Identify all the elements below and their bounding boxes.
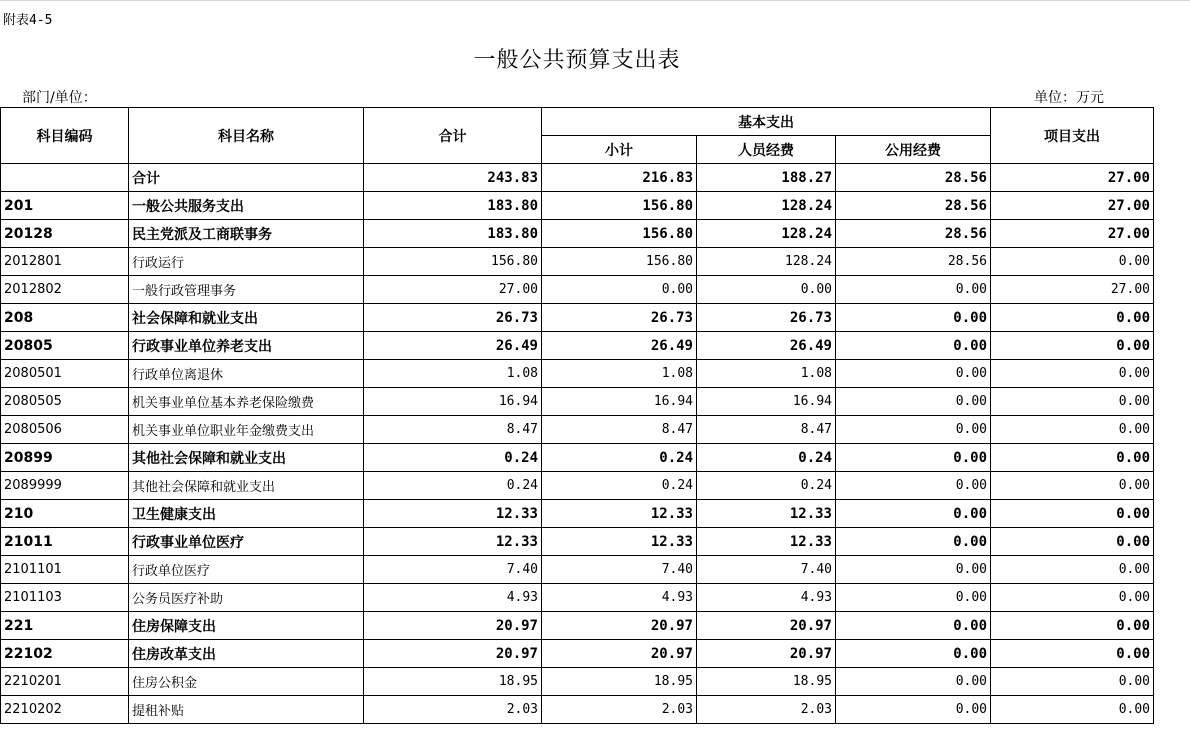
top-border [0, 0, 1190, 1]
table-row [1, 332, 1154, 360]
cell-public: 0.00 [836, 612, 991, 640]
cell-total: 0.24 [364, 472, 542, 500]
cell-subtotal: 20.97 [542, 640, 697, 668]
table-row [1, 220, 1154, 248]
cell-personnel: 0.00 [697, 276, 836, 304]
cell-name: 行政单位离退休 [129, 360, 364, 388]
cell-total: 243.83 [364, 164, 542, 192]
cell-subtotal: 26.73 [542, 304, 697, 332]
cell-subtotal: 26.49 [542, 332, 697, 360]
cell-code: 2101103 [1, 584, 129, 612]
cell-total: 183.80 [364, 220, 542, 248]
table-row [1, 164, 1154, 192]
page-title: 一般公共预算支出表 [473, 48, 681, 73]
unit-label: 单位：万元 [1034, 90, 1104, 106]
cell-personnel: 26.49 [697, 332, 836, 360]
table-row [1, 500, 1154, 528]
cell-personnel: 8.47 [697, 416, 836, 444]
table-row [1, 360, 1154, 388]
cell-total: 183.80 [364, 192, 542, 220]
header-public: 公用经费 [836, 136, 991, 164]
cell-subtotal: 216.83 [542, 164, 697, 192]
cell-public: 0.00 [836, 472, 991, 500]
cell-code: 20128 [1, 220, 129, 248]
cell-project: 0.00 [991, 584, 1154, 612]
cell-subtotal: 156.80 [542, 192, 697, 220]
cell-public: 0.00 [836, 668, 991, 696]
cell-total: 4.93 [364, 584, 542, 612]
cell-project: 0.00 [991, 388, 1154, 416]
cell-subtotal: 12.33 [542, 500, 697, 528]
cell-name: 机关事业单位基本养老保险缴费 [129, 388, 364, 416]
cell-personnel: 26.73 [697, 304, 836, 332]
cell-total: 12.33 [364, 500, 542, 528]
cell-personnel: 20.97 [697, 640, 836, 668]
cell-code: 2080505 [1, 388, 129, 416]
cell-total: 26.73 [364, 304, 542, 332]
cell-subtotal: 2.03 [542, 696, 697, 724]
cell-project: 0.00 [991, 360, 1154, 388]
header-basic: 基本支出 [542, 108, 991, 136]
cell-name: 民主党派及工商联事务 [129, 220, 364, 248]
header-project: 项目支出 [991, 108, 1154, 164]
cell-personnel: 188.27 [697, 164, 836, 192]
cell-name: 一般公共服务支出 [129, 192, 364, 220]
cell-total: 7.40 [364, 556, 542, 584]
table-row [1, 668, 1154, 696]
table-row [1, 416, 1154, 444]
cell-public: 0.00 [836, 640, 991, 668]
cell-name: 其他社会保障和就业支出 [129, 472, 364, 500]
table-row [1, 584, 1154, 612]
cell-total: 2.03 [364, 696, 542, 724]
cell-public: 28.56 [836, 192, 991, 220]
cell-public: 0.00 [836, 388, 991, 416]
cell-total: 20.97 [364, 612, 542, 640]
cell-subtotal: 18.95 [542, 668, 697, 696]
cell-name: 合计 [129, 164, 364, 192]
cell-project: 0.00 [991, 304, 1154, 332]
cell-name: 其他社会保障和就业支出 [129, 444, 364, 472]
cell-name: 一般行政管理事务 [129, 276, 364, 304]
cell-name: 公务员医疗补助 [129, 584, 364, 612]
budget-table [0, 107, 1154, 724]
cell-subtotal: 0.00 [542, 276, 697, 304]
cell-code: 2101101 [1, 556, 129, 584]
cell-code: 2012801 [1, 248, 129, 276]
cell-name: 行政事业单位养老支出 [129, 332, 364, 360]
cell-subtotal: 8.47 [542, 416, 697, 444]
table-row [1, 528, 1154, 556]
cell-subtotal: 4.93 [542, 584, 697, 612]
cell-project: 0.00 [991, 696, 1154, 724]
cell-project: 0.00 [991, 556, 1154, 584]
cell-personnel: 12.33 [697, 528, 836, 556]
cell-code: 2012802 [1, 276, 129, 304]
table-row [1, 248, 1154, 276]
header-personnel: 人员经费 [697, 136, 836, 164]
cell-subtotal: 156.80 [542, 248, 697, 276]
cell-public: 0.00 [836, 416, 991, 444]
cell-code: 2210201 [1, 668, 129, 696]
cell-public: 28.56 [836, 248, 991, 276]
cell-project: 0.00 [991, 248, 1154, 276]
cell-public: 0.00 [836, 444, 991, 472]
cell-personnel: 4.93 [697, 584, 836, 612]
cell-code: 2080506 [1, 416, 129, 444]
cell-total: 20.97 [364, 640, 542, 668]
cell-code: 2210202 [1, 696, 129, 724]
cell-public: 0.00 [836, 304, 991, 332]
cell-subtotal: 156.80 [542, 220, 697, 248]
cell-public: 0.00 [836, 332, 991, 360]
cell-personnel: 16.94 [697, 388, 836, 416]
cell-project: 0.00 [991, 500, 1154, 528]
cell-total: 27.00 [364, 276, 542, 304]
header-total: 合计 [364, 108, 542, 164]
cell-name: 住房保障支出 [129, 612, 364, 640]
table-row [1, 388, 1154, 416]
cell-project: 0.00 [991, 444, 1154, 472]
cell-personnel: 18.95 [697, 668, 836, 696]
table-row [1, 444, 1154, 472]
table-row [1, 556, 1154, 584]
cell-code: 210 [1, 500, 129, 528]
cell-name: 社会保障和就业支出 [129, 304, 364, 332]
cell-total: 8.47 [364, 416, 542, 444]
cell-public: 28.56 [836, 164, 991, 192]
cell-code [1, 164, 129, 192]
cell-total: 12.33 [364, 528, 542, 556]
header-name: 科目名称 [129, 108, 364, 164]
table-row [1, 192, 1154, 220]
cell-code: 21011 [1, 528, 129, 556]
cell-code: 20805 [1, 332, 129, 360]
cell-subtotal: 0.24 [542, 444, 697, 472]
cell-public: 0.00 [836, 528, 991, 556]
cell-code: 20899 [1, 444, 129, 472]
cell-personnel: 20.97 [697, 612, 836, 640]
cell-personnel: 7.40 [697, 556, 836, 584]
cell-personnel: 0.24 [697, 444, 836, 472]
cell-public: 0.00 [836, 360, 991, 388]
cell-name: 住房改革支出 [129, 640, 364, 668]
cell-personnel: 2.03 [697, 696, 836, 724]
cell-project: 27.00 [991, 192, 1154, 220]
table-body [1, 164, 1154, 724]
cell-subtotal: 7.40 [542, 556, 697, 584]
cell-personnel: 12.33 [697, 500, 836, 528]
cell-personnel: 128.24 [697, 220, 836, 248]
cell-total: 156.80 [364, 248, 542, 276]
cell-subtotal: 0.24 [542, 472, 697, 500]
cell-project: 0.00 [991, 416, 1154, 444]
cell-name: 行政单位医疗 [129, 556, 364, 584]
cell-personnel: 1.08 [697, 360, 836, 388]
cell-subtotal: 12.33 [542, 528, 697, 556]
cell-project: 0.00 [991, 332, 1154, 360]
cell-name: 卫生健康支出 [129, 500, 364, 528]
cell-project: 0.00 [991, 640, 1154, 668]
cell-name: 机关事业单位职业年金缴费支出 [129, 416, 364, 444]
table-row [1, 276, 1154, 304]
cell-name: 住房公积金 [129, 668, 364, 696]
header-subtotal: 小计 [542, 136, 697, 164]
cell-code: 208 [1, 304, 129, 332]
cell-name: 提租补贴 [129, 696, 364, 724]
cell-project: 0.00 [991, 528, 1154, 556]
department-label: 部门/单位： [22, 90, 97, 106]
table-row [1, 472, 1154, 500]
cell-project: 27.00 [991, 164, 1154, 192]
cell-personnel: 0.24 [697, 472, 836, 500]
cell-public: 28.56 [836, 220, 991, 248]
cell-public: 0.00 [836, 584, 991, 612]
cell-total: 26.49 [364, 332, 542, 360]
cell-public: 0.00 [836, 696, 991, 724]
cell-code: 221 [1, 612, 129, 640]
table-row [1, 612, 1154, 640]
cell-total: 16.94 [364, 388, 542, 416]
sheet-label: 附表4-5 [3, 13, 53, 28]
cell-code: 2089999 [1, 472, 129, 500]
cell-project: 27.00 [991, 220, 1154, 248]
cell-personnel: 128.24 [697, 248, 836, 276]
cell-code: 2080501 [1, 360, 129, 388]
cell-public: 0.00 [836, 276, 991, 304]
cell-name: 行政事业单位医疗 [129, 528, 364, 556]
cell-project: 0.00 [991, 472, 1154, 500]
header-code: 科目编码 [1, 108, 129, 164]
cell-project: 0.00 [991, 612, 1154, 640]
cell-code: 201 [1, 192, 129, 220]
cell-subtotal: 1.08 [542, 360, 697, 388]
cell-total: 18.95 [364, 668, 542, 696]
cell-total: 0.24 [364, 444, 542, 472]
table-row [1, 640, 1154, 668]
cell-subtotal: 16.94 [542, 388, 697, 416]
cell-personnel: 128.24 [697, 192, 836, 220]
cell-project: 0.00 [991, 668, 1154, 696]
cell-subtotal: 20.97 [542, 612, 697, 640]
cell-code: 22102 [1, 640, 129, 668]
cell-public: 0.00 [836, 500, 991, 528]
cell-public: 0.00 [836, 556, 991, 584]
cell-total: 1.08 [364, 360, 542, 388]
table-row [1, 304, 1154, 332]
table-row [1, 696, 1154, 724]
cell-name: 行政运行 [129, 248, 364, 276]
cell-project: 27.00 [991, 276, 1154, 304]
